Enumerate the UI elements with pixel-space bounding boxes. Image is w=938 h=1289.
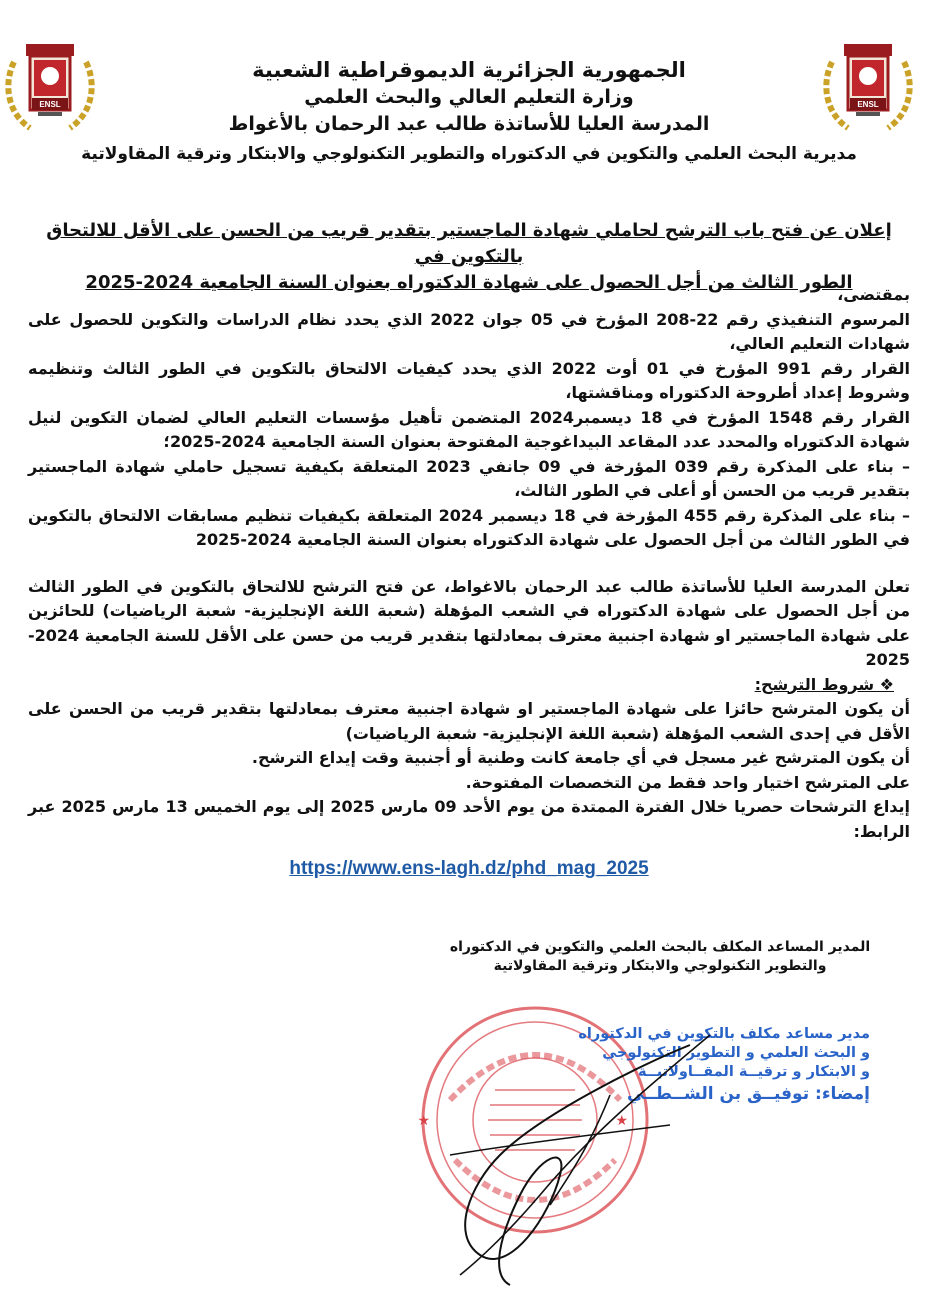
country-name: الجمهورية الجزائرية الديموقراطية الشعبية: [252, 58, 686, 82]
svg-text:★: ★: [615, 1113, 628, 1129]
letterhead: [60, 56, 878, 168]
announcement-title-line2: الطور الثالث من أجل الحصول على شهادة الدكتوراه بعنوان السنة الجامعية 2024-2025: [85, 272, 853, 293]
school-name: المدرسة العليا للأساتذة طالب عبد الرحمان بالأغواط: [228, 113, 710, 135]
application-link[interactable]: https://www.ens-lagh.dz/phd_mag_2025: [289, 858, 649, 879]
svg-text:ENSL: ENSL: [39, 100, 61, 109]
svg-text:ENSL: ENSL: [857, 100, 879, 109]
signatory-title-line1: المدير المساعد المكلف بالبحث العلمي والتكوين في الدكتوراه: [449, 939, 871, 955]
announcement-title-line1: إعلان عن فتح باب الترشح لحاملي شهادة الماجستير بتقدير قريب من الحسن على الأقل للالتحاق بالتكوين في: [46, 220, 892, 267]
handwritten-signature-icon: [390, 1005, 750, 1289]
announcement-body: [28, 283, 910, 844]
stamp-line1: مدير مساعد مكلف بالتكوين في الدكتوراه: [578, 1026, 870, 1042]
ministry-name: وزارة التعليم العالي والبحث العلمي: [304, 86, 634, 108]
svg-text:★: ★: [417, 1113, 430, 1129]
conditions-title: ❖ شروط الترشح:: [754, 674, 894, 694]
stamp-line2: و البحث العلمي و التطوير التكنولوجي: [602, 1045, 870, 1061]
directorate-name: مديرية البحث العلمي والتكوين في الدكتوراه والتطوير التكنولوجي والابتكار وترقية المقاولاتية: [81, 144, 857, 164]
legal-reference-5: – بناء على المذكرة رقم 455 المؤرخة في 18 ديسمبر 2024 المتعلقة بكيفيات تنظيم مسابقات الالتحاق بالتكوين في الطور الثالث من أجل الحصول على شهادة الدكتوراه بعنوان السنة الجامعية 2024-2025: [28, 505, 911, 549]
condition-1: أن يكون المترشح حائزا على شهادة الماجستير او شهادة اجنبية معترف بمعادلتها بتقدير قريب من الحسن على الأقل في إحدى الشعب المؤهلة (شعبة اللغة الإنجليزية- شعبة الرياضيات): [28, 699, 910, 743]
signatory-title: [400, 938, 920, 976]
condition-4: إيداع الترشحات حصريا خلال الفترة الممتدة من يوم الأحد 09 مارس 2025 إلى يوم الخميس 13 مارس 2025 عبر الرابط:: [28, 797, 911, 841]
application-link-row: [0, 858, 938, 880]
signatory-title-line2: والتطوير التكنولوجي والابتكار وترقية المقاولاتية: [493, 958, 827, 974]
intro-text: بمقتضى،: [837, 285, 910, 304]
legal-reference-3: القرار رقم 1548 المؤرخ في 18 ديسمبر2024 المتضمن تأهيل مؤسسات التعليم العالي لضمان التكوين لنيل شهادة الدكتوراه والمحدد عدد المقاعد البيداغوجية المفتوحة بعنوان السنة الجامعية 2024-2025؛: [28, 407, 911, 451]
stamp-signer-name: إمضاء: توفيــق بن الشــطــي: [627, 1084, 870, 1104]
stamp-line3: و الابتكار و ترقيــة المقــاولاتيــة: [638, 1064, 870, 1080]
legal-reference-2: القرار رقم 991 المؤرخ في 01 أوت 2022 الذي يحدد كيفيات الالتحاق بالتكوين في الطور الثالث وتنظيمه وشروط إعداد أطروحة الدكتوراه ومناقشتها،: [28, 358, 911, 402]
condition-2: أن يكون المترشح غير مسجل في أي جامعة كانت وطنية أو أجنبية وقت إيداع الترشح.: [251, 748, 910, 767]
legal-reference-4: – بناء على المذكرة رقم 039 المؤرخة في 09 جانفي 2023 المتعلقة بكيفية تسجيل حاملي شهادة الماجستير بتقدير قريب من الحسن أو أعلى في الطور الثالث،: [28, 456, 911, 500]
condition-3: على المترشح اختيار واحد فقط من التخصصات المفتوحة.: [465, 772, 910, 792]
legal-reference-1: المرسوم التنفيذي رقم 22-208 المؤرخ في 05 جوان 2022 الذي يحدد نظام الدراسات والتكوين للحصول على شهادات التعليم العالي،: [28, 309, 911, 353]
announcement-paragraph: تعلن المدرسة العليا للأساتذة طالب عبد الرحمان بالاغواط، عن فتح الترشح للالتحاق بالتكوين في الطور الثالث من أجل الحصول على شهادة الدكتوراه في الشعب المؤهلة (شعبة اللغة الإنجليزية- شعبة الرياضيات) للحائزين على شهادة الماجستير او شهادة اجنبية معترف بمعادلتها بتقدير قريب من حسن على الأقل للسنة الجامعية 2024-2025: [28, 576, 910, 669]
